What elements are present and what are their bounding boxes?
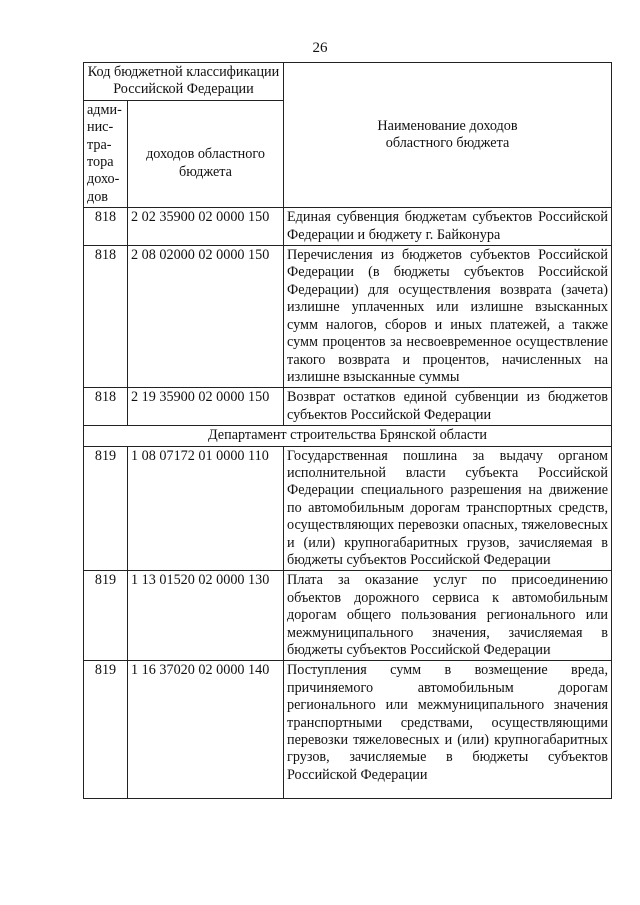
table-row — [84, 446, 612, 571]
budget-code-cell: 2 02 35900 02 0000 150 — [128, 208, 284, 246]
table-header-row — [84, 63, 612, 101]
income-name-cell: Поступления сумм в возмещение вреда, причиняемого автомобильным дорогам регионального или межмуниципального значения транспортными средствами, осуществляющими перевозки тяжеловесных и (или) крупногабаритных грузов, зачисляемые в бюджеты субъектов Российской Федерации — [284, 661, 612, 799]
income-name-cell: Возврат остатков единой субвенции из бюджетов субъектов Российской Федерации — [284, 388, 612, 426]
department-title: Департамент строительства Брянской области — [84, 426, 612, 446]
admin-code-cell: 819 — [84, 571, 128, 661]
page-number: 26 — [312, 40, 328, 56]
table-row — [84, 208, 612, 246]
income-name-cell: Единая субвенция бюджетам субъектов Российской Федерации и бюджету г. Байконура — [284, 208, 612, 246]
income-name-cell: Плата за оказание услуг по присоединению объектов дорожного сервиса к автомобильным дорогам общего пользования регионального или межмуниципального значения, зачисляемая в бюджеты субъектов Российской Федерации — [284, 571, 612, 661]
header-name-text: Наименование доходов областного бюджета — [377, 117, 518, 152]
header-income-text: доходов областного бюджета — [146, 146, 265, 180]
table-row — [84, 246, 612, 388]
budget-code-cell: 2 08 02000 02 0000 150 — [128, 246, 284, 388]
header-administrator — [84, 100, 128, 207]
header-name — [284, 63, 612, 208]
admin-code-cell: 818 — [84, 246, 128, 388]
admin-code-cell: 818 — [84, 208, 128, 246]
budget-code-cell: 1 13 01520 02 0000 130 — [128, 571, 284, 661]
admin-code-cell: 819 — [84, 446, 128, 571]
income-name-cell: Государственная пошлина за выдачу органом исполнительной власти субъекта Российской Федерации специального разрешения на движение по автомобильным дорогам транспортных средств, осуществляющих перевозки опасных, тяжеловесных и (или) крупногабаритных грузов, зачисляемая в бюджеты субъектов Российской Федерации — [284, 446, 612, 571]
income-name-cell: Перечисления из бюджетов субъектов Российской Федерации (в бюджеты субъектов Российской Федерации) для осуществления возврата (зачета) излишне уплаченных или излишне взысканных сумм налогов, сборов и иных платежей, а также сумм процентов за несвоевременное осуществление такого возврата и процентов, начисленных на излишне взысканные суммы — [284, 246, 612, 388]
table-row — [84, 661, 612, 799]
admin-code-cell: 819 — [84, 661, 128, 799]
header-code-group: Код бюджетной классификации Российской Федерации — [84, 63, 284, 101]
admin-code-cell: 818 — [84, 388, 128, 426]
header-income — [128, 100, 284, 207]
budget-classification-table — [83, 62, 612, 799]
budget-code-cell: 2 19 35900 02 0000 150 — [128, 388, 284, 426]
department-row — [84, 426, 612, 446]
budget-code-cell: 1 08 07172 01 0000 110 — [128, 446, 284, 571]
table-row — [84, 388, 612, 426]
table-row — [84, 571, 612, 661]
header-administrator-text: адми-нис-тра-тора дохо-дов — [87, 101, 122, 205]
budget-code-cell: 1 16 37020 02 0000 140 — [128, 661, 284, 799]
